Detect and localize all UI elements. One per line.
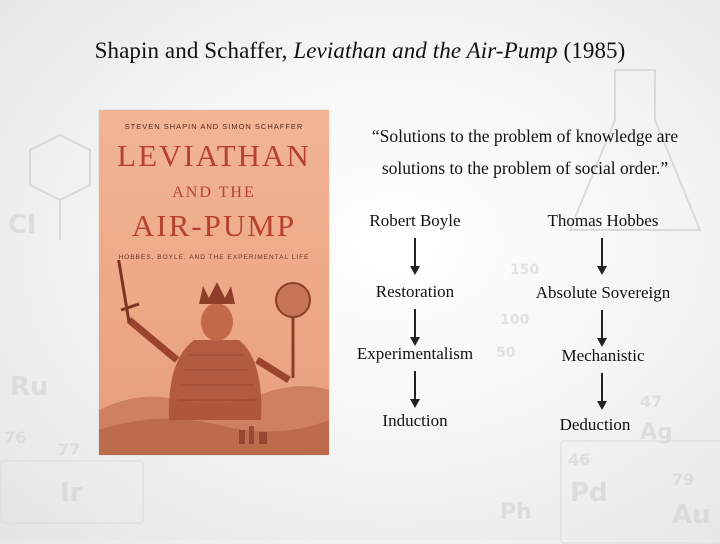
quote-line-2: solutions to the problem of social order.”	[381, 158, 669, 178]
bg-element-tile: Ag	[640, 420, 673, 445]
bg-element-tile: 79	[672, 470, 695, 489]
restoration-node: Restoration	[375, 282, 455, 301]
cover-title-line2: AND THE	[172, 184, 256, 201]
experimentalism-node: Experimentalism	[356, 344, 474, 363]
down-arrow-icon	[597, 373, 607, 410]
absolute-sovereign-node: Absolute Sovereign	[535, 283, 671, 302]
down-arrow-icon	[410, 309, 420, 346]
deduction-node: Deduction	[559, 415, 631, 434]
bg-element-tile: Au	[672, 500, 711, 530]
title-book-name: Leviathan and the Air-Pump	[293, 38, 558, 63]
down-arrow-icon	[410, 238, 420, 275]
down-arrow-icon	[410, 371, 420, 408]
bg-element-tile: 77	[58, 440, 81, 459]
molecule-outline-icon	[20, 130, 100, 250]
down-arrow-icon	[597, 238, 607, 275]
slide-title	[0, 38, 720, 64]
bg-element-tile: 76	[4, 428, 27, 447]
cover-subtitle: HOBBES, BOYLE, AND THE EXPERIMENTAL LIFE	[118, 254, 310, 261]
boyle-node: Robert Boyle	[369, 211, 461, 230]
cover-title-line3: AIR-PUMP	[131, 208, 297, 243]
bg-element-tile: 50	[496, 345, 516, 361]
bg-element-tile: 100	[500, 312, 530, 328]
down-arrow-icon	[597, 310, 607, 347]
bg-element-tile: 47	[640, 392, 663, 411]
mechanistic-node: Mechanistic	[561, 346, 645, 365]
bg-element-tile: Ru	[10, 372, 49, 402]
quote-block	[340, 120, 710, 184]
bg-element-tile: 46	[568, 450, 591, 469]
quote-line-1: “Solutions to the problem of knowledge are	[371, 126, 679, 146]
leviathan-engraving-illustration	[99, 260, 329, 455]
bg-element-tile: 150	[510, 262, 540, 278]
induction-node: Induction	[382, 411, 448, 430]
bg-element-tile: Pd	[570, 478, 608, 508]
bg-element-tile: Ir	[60, 478, 83, 508]
cover-authors: STEVEN SHAPIN AND SIMON SCHAFFER	[124, 122, 304, 131]
bg-tile-outline	[560, 440, 720, 544]
title-authors: Shapin and Schaffer,	[94, 38, 288, 63]
title-year: (1985)	[563, 38, 626, 63]
hobbes-node: Thomas Hobbes	[547, 211, 659, 230]
cover-title-line1: LEVIATHAN	[117, 138, 311, 173]
bg-element-tile: Cl	[8, 210, 36, 240]
bg-element-tile: Ph	[500, 500, 532, 525]
bg-tile-outline	[0, 460, 144, 524]
book-cover	[99, 110, 329, 455]
